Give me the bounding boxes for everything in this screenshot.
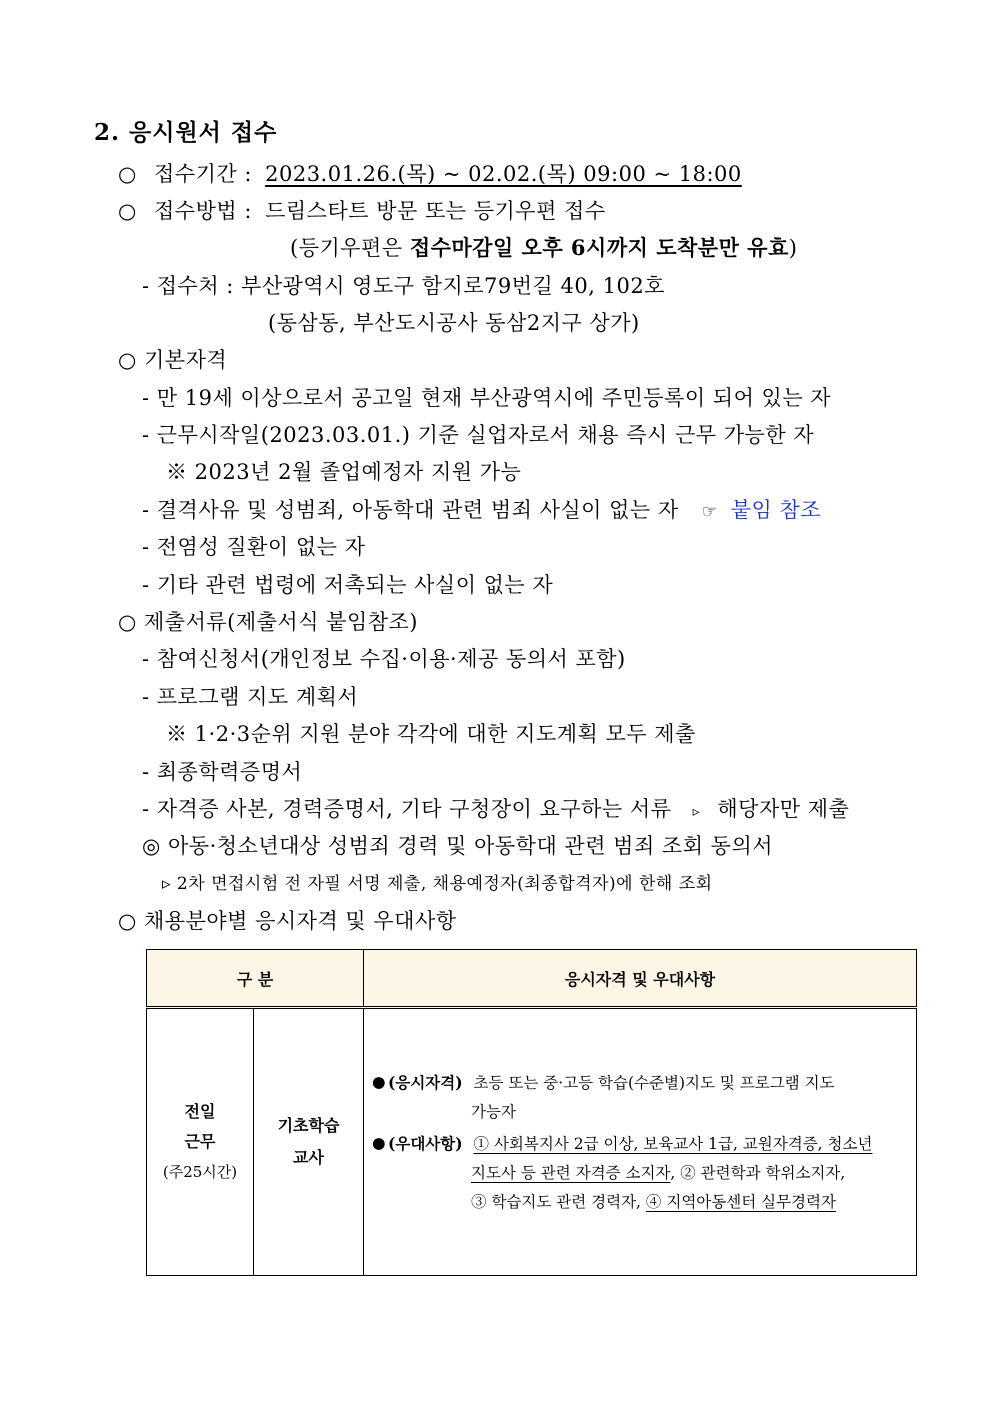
preference-underlined: 지도사 등 관련 자격증 소지자 bbox=[471, 1163, 671, 1182]
field-name-line: 교사 bbox=[293, 1148, 324, 1167]
docs-sub-note: ▹ 2차 면접시험 전 자필 서명 제출, 채용예정자(최종합격자)에 한해 조회 bbox=[162, 874, 713, 894]
basic-item-text: - 결격사유 및 성범죄, 아동학대 관련 범죄 사실이 없는 자 bbox=[142, 498, 679, 522]
basic-item: - 기타 관련 법령에 저촉되는 사실이 없는 자 bbox=[142, 573, 554, 597]
table-header-row bbox=[147, 950, 917, 1008]
method-note bbox=[290, 234, 797, 262]
method-label: 접수방법 : bbox=[154, 199, 252, 223]
basic-header: ○ 기본자격 bbox=[118, 348, 228, 372]
table-header-category: 구 분 bbox=[147, 950, 364, 1008]
field-name-line: 기초학습 bbox=[277, 1116, 340, 1135]
bullet-dot-icon: ● bbox=[372, 1072, 386, 1091]
requirements-cell bbox=[364, 1008, 917, 1276]
bullet-dot-icon: ● bbox=[372, 1133, 386, 1152]
preference-plain: ③ 학습지도 관련 경력자, bbox=[471, 1192, 646, 1211]
preference-plain: , ② 관련학과 학위소지자, bbox=[670, 1163, 846, 1182]
period-label: 접수기간 : bbox=[154, 162, 252, 186]
docs-item: - 참여신청서(개인정보 수집·이용·제공 동의서 포함) bbox=[142, 647, 626, 671]
method-note-open: (등기우편은 bbox=[290, 236, 410, 260]
employment-hours: (주25시간) bbox=[162, 1163, 238, 1181]
requirement-text: 초등 또는 중·고등 학습(수준별)지도 및 프로그램 지도 bbox=[473, 1073, 835, 1092]
pointing-hand-icon: ☞ bbox=[701, 502, 718, 522]
preference-label: (우대사항) bbox=[388, 1133, 463, 1153]
qualification-table bbox=[146, 949, 917, 1276]
docs-item bbox=[142, 795, 849, 826]
triangle-bullet-icon: ▹ bbox=[692, 804, 701, 820]
period-value: 2023.01.26.(목) ~ 02.02.(목) 09:00 ~ 18:00 bbox=[265, 162, 742, 186]
basic-item: - 근무시작일(2023.03.01.) 기준 실업자로서 채용 즉시 근무 가능한 자 bbox=[142, 423, 815, 447]
requirement-label: (응시자격) bbox=[388, 1072, 463, 1092]
docs-only-applicable: 해당자만 제출 bbox=[717, 797, 850, 821]
docs-item: - 프로그램 지도 계획서 bbox=[142, 685, 359, 709]
employment-type-cell bbox=[147, 1008, 254, 1276]
attachment-reference: 붙임 참조 bbox=[730, 498, 822, 522]
requirement-text-continued: 가능자 bbox=[471, 1102, 516, 1121]
preference-bullet bbox=[366, 1129, 908, 1159]
basic-item: - 전염성 질환이 없는 자 bbox=[142, 535, 366, 559]
employment-type-line: 전일 bbox=[184, 1102, 216, 1121]
preference-text-line bbox=[366, 1159, 908, 1188]
basic-item bbox=[142, 496, 821, 526]
docs-item: - 최종학력증명서 bbox=[142, 760, 303, 784]
employment-type-line: 근무 bbox=[184, 1132, 216, 1151]
place-line-2: (동삼동, 부산도시공사 동삼2지구 상가) bbox=[268, 311, 640, 335]
method-note-close: ) bbox=[788, 236, 798, 260]
qual-header: ○ 채용분야별 응시자격 및 우대사항 bbox=[118, 909, 457, 933]
docs-note: ※ 1·2·3순위 지원 분야 각각에 대한 지도계획 모두 제출 bbox=[166, 722, 696, 746]
requirement-bullet bbox=[366, 1068, 908, 1098]
circle-bullet-icon: ○ bbox=[118, 162, 137, 186]
method-row bbox=[118, 197, 606, 225]
method-value: 드림스타트 방문 또는 등기우편 접수 bbox=[265, 199, 606, 223]
place-line-1: - 접수처 : 부산광역시 영도구 함지로79번길 40, 102호 bbox=[142, 274, 665, 298]
basic-note: ※ 2023년 2월 졸업예정자 지원 가능 bbox=[166, 460, 522, 484]
field-cell bbox=[254, 1008, 364, 1276]
table-header-requirements: 응시자격 및 우대사항 bbox=[364, 950, 917, 1008]
method-note-emphasis: 접수마감일 오후 6시까지 도착분만 유효 bbox=[409, 235, 789, 260]
period-row bbox=[118, 160, 742, 188]
docs-consent: ◎ 아동·청소년대상 성범죄 경력 및 아동학대 관련 범죄 조회 동의서 bbox=[142, 834, 774, 858]
section-title: 2. 응시원서 접수 bbox=[94, 119, 278, 146]
preference-text-line bbox=[366, 1188, 908, 1217]
preference-text: ① 사회복지사 2급 이상, 보육교사 1급, 교원자격증, 청소년 bbox=[473, 1134, 873, 1153]
preference-underlined: ④ 지역아동센터 실무경력자 bbox=[645, 1192, 836, 1211]
basic-item: - 만 19세 이상으로서 공고일 현재 부산광역시에 주민등록이 되어 있는 자 bbox=[142, 386, 832, 410]
docs-header: ○ 제출서류(제출서식 붙임참조) bbox=[118, 610, 418, 634]
table-row bbox=[147, 1008, 917, 1276]
docs-item-text: - 자격증 사본, 경력증명서, 기타 구청장이 요구하는 서류 bbox=[142, 797, 672, 821]
circle-bullet-icon: ○ bbox=[118, 199, 137, 223]
